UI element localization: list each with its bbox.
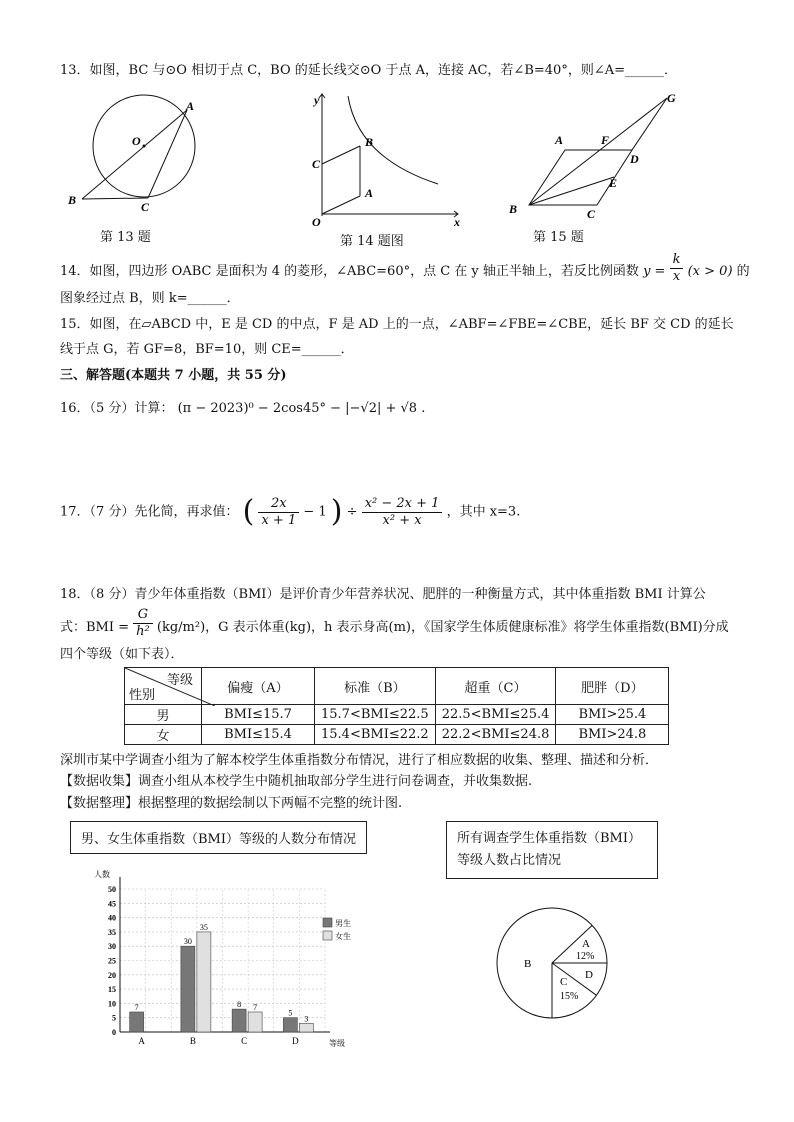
q16-expression: (π − 2023)⁰ − 2cos45° − |−√2| + √8 .: [177, 401, 426, 416]
q16-line: [60, 400, 425, 418]
q14-text1-end: 的: [736, 264, 750, 279]
pie-percent-c: 15%: [560, 991, 579, 1002]
table-cell: 22.2<BMI≤24.8: [435, 725, 556, 745]
fig13-caption: 第 13 题: [100, 230, 151, 245]
fig14-label-o: O: [312, 215, 321, 228]
table-header: 偏瘦（A）: [202, 668, 315, 705]
bar-value-label: 30: [183, 937, 192, 947]
x-tick-label: B: [189, 1036, 196, 1046]
fig15-label-b: B: [509, 202, 518, 216]
q14-text-line1: [60, 252, 750, 285]
y-tick-label: 35: [108, 927, 116, 937]
q14-fraction: [670, 252, 684, 285]
bar-chart: [85, 866, 360, 1048]
bar-value-label: 3: [304, 1014, 309, 1024]
q15-text1: 15．如图，在▱ABCD 中，E 是 CD 的中点，F 是 AD 上的一点，∠ABF=∠FBE=∠CBE，延长 BF 交 CD 的延长: [60, 317, 734, 332]
figure-13: [62, 88, 202, 218]
y-tick-label: 20: [108, 970, 116, 980]
bar-female: [197, 932, 211, 1032]
fig15-label-d: D: [630, 152, 639, 166]
q18-text2-post: (kg/m²)，G 表示体重(kg)，h 表示身高(m)，《国家学生体质健康标准》将学生体重指数(BMI)分成: [156, 620, 729, 635]
q18-text2: [60, 607, 729, 640]
pie-title-line2: 等级人数占比情况: [457, 853, 562, 868]
q18-frac-den: h²: [136, 624, 150, 639]
pie-percent-a: 12%: [576, 951, 595, 962]
x-tick-label: C: [241, 1036, 248, 1046]
x-tick-label: A: [138, 1036, 145, 1046]
pie-title-line1: 所有调查学生体重指数（BMI）: [457, 831, 641, 846]
bar-chart-title: 男、女生体重指数（BMI）等级的人数分布情况: [70, 821, 367, 854]
pie-chart: [494, 905, 614, 1025]
table-cell: 15.4<BMI≤22.2: [315, 725, 436, 745]
fig14-label-b: B: [365, 135, 374, 149]
table-corner-cell: [125, 668, 202, 705]
fig14-label-c: C: [312, 157, 321, 171]
q15-text2: 线于点 G，若 GF=8，BF=10，则 CE=______．: [60, 342, 354, 357]
y-tick-label: 15: [108, 985, 116, 995]
fig14-caption: 第 14 题图: [340, 234, 404, 249]
q18-bmi-label: 式：BMI =: [60, 620, 130, 635]
fig14-label-a: A: [365, 186, 374, 200]
q17-num1: 2x: [258, 496, 299, 513]
table-row: [125, 705, 669, 725]
q18-text3: 四个等级（如下表）．: [60, 647, 184, 662]
q18-frac-num: G: [133, 607, 153, 624]
table-cell: BMI≤15.7: [202, 705, 315, 725]
section-3-heading: 三、解答题(本题共 7 小题，共 55 分): [60, 368, 287, 383]
q18-text4: 深圳市某中学调查小组为了解本校学生体重指数分布情况，进行了相应数据的收集、整理、描述和分析．: [60, 753, 659, 768]
bar-male: [283, 1018, 297, 1032]
table-corner-top: 等级: [166, 673, 193, 688]
y-tick-label: 0: [112, 1028, 116, 1037]
pie-label-d: D: [585, 969, 593, 981]
bar-value-label: 5: [288, 1008, 293, 1018]
bar-female: [248, 1012, 262, 1032]
q13-text: 13．如图，BC 与⊙O 相切于点 C，BO 的延长线交⊙O 于点 A，连接 AC，若∠B=40°，则∠A=______．: [60, 63, 677, 78]
bar-value-label: 8: [237, 1000, 242, 1010]
figure-15: [505, 88, 685, 223]
fig15-caption: 第 15 题: [533, 230, 584, 245]
q17-fraction-2: [362, 496, 443, 529]
q16-prefix: 16．（5 分）计算：: [60, 401, 174, 416]
table-cell: 15.7<BMI≤22.5: [315, 705, 436, 725]
q18-text5: 【数据收集】调查小组从本校学生中随机抽取部分学生进行问卷调查，并收集数据.: [60, 774, 533, 789]
q17-fraction-1: [258, 496, 299, 529]
table-cell: BMI>24.8: [556, 725, 669, 745]
bar-value-label: 7: [134, 1002, 139, 1012]
bar-value-label: 7: [253, 1002, 258, 1012]
q18-text1: 18．（8 分）青少年体重指数（BMI）是评价青少年营养状况、肥胖的一种衡量方式，其中体重指数 BMI 计算公: [60, 587, 706, 602]
q17-divide: ÷: [346, 504, 358, 520]
fig13-label-o: O: [132, 134, 141, 148]
fig14-label-y: y: [314, 93, 320, 107]
y-tick-label: 30: [108, 942, 116, 952]
pie-label-a: A: [582, 938, 590, 950]
q17-line: 17．（7 分）先化简，再求值： ( $\frac{2x}{x + 1}$ − 1 ) ÷ $\frac{\text{x² − 2x + 1}}{\text{x² + x}}$ ，其中 x=3.: [60, 494, 521, 529]
q17-prefix: 17．（7 分）先化简，再求值：: [60, 504, 239, 520]
fig15-label-g: G: [667, 91, 676, 105]
table-header: 标准（B）: [315, 668, 436, 705]
fig15-label-e: E: [609, 176, 618, 190]
legend-label: 男生: [335, 919, 351, 928]
q18-text6: 【数据整理】根据整理的数据绘制以下两幅不完整的统计图.: [60, 796, 403, 811]
legend-swatch: [323, 918, 332, 927]
q18-bmi-fraction: [133, 607, 153, 640]
legend-swatch: [323, 931, 332, 940]
table-cell: 22.5<BMI≤25.4: [435, 705, 556, 725]
bar-male: [181, 946, 195, 1032]
q17-minus: − 1: [303, 504, 327, 520]
y-tick-label: 40: [108, 913, 116, 923]
fig13-label-b: B: [68, 193, 77, 207]
q17-suffix: ，其中 x=3.: [446, 504, 521, 520]
y-tick-label: 25: [108, 956, 116, 966]
bmi-table: [124, 667, 669, 745]
y-tick-label: 45: [108, 899, 116, 909]
q14-formula-cond: (x > 0): [687, 264, 733, 279]
figure-14: [308, 88, 468, 228]
bar-male: [232, 1009, 246, 1032]
table-header: 超重（C）: [435, 668, 556, 705]
bar-male: [130, 1012, 144, 1032]
table-header: 肥胖（D）: [556, 668, 669, 705]
x-axis-label: 等级: [329, 1039, 345, 1048]
table-cell: BMI≤15.4: [202, 725, 315, 745]
pie-chart-title: [446, 821, 658, 879]
fig14-label-x: x: [454, 215, 460, 228]
fig15-label-f: F: [601, 133, 610, 147]
fig13-label-a: A: [186, 99, 195, 113]
q17-den1: x + 1: [261, 512, 297, 528]
q14-text2: 图象经过点 B，则 k=______．: [60, 291, 240, 306]
q17-num2: x² − 2x + 1: [362, 496, 443, 513]
fig15-label-a: A: [555, 133, 564, 147]
table-corner-bottom: 性别: [129, 688, 156, 703]
legend-label: 女生: [335, 932, 351, 941]
q14-frac-num: k: [670, 252, 684, 269]
y-tick-label: 50: [108, 885, 116, 894]
x-tick-label: D: [292, 1036, 299, 1046]
y-tick-label: 10: [108, 999, 116, 1009]
pie-label-b: B: [524, 958, 532, 970]
fig15-label-c: C: [587, 207, 596, 221]
q17-den2: x² + x: [382, 512, 422, 528]
table-row: [125, 725, 669, 745]
table-cell-gender: 男: [125, 705, 202, 725]
table-cell: BMI>25.4: [556, 705, 669, 725]
q14-text1: 14．如图，四边形 OABC 是面积为 4 的菱形，∠ABC=60°，点 C 在 y 轴正半轴上，若反比例函数: [60, 264, 639, 279]
bar-value-label: 35: [199, 922, 208, 932]
q14-frac-den: x: [672, 269, 681, 284]
q14-formula-lhs: y =: [643, 264, 666, 279]
fig13-label-c: C: [141, 200, 150, 214]
y-tick-label: 5: [112, 1013, 116, 1023]
pie-label-c: C: [560, 976, 568, 988]
bar-female: [299, 1023, 313, 1032]
y-axis-label: 人数: [94, 870, 110, 879]
table-cell-gender: 女: [125, 725, 202, 745]
